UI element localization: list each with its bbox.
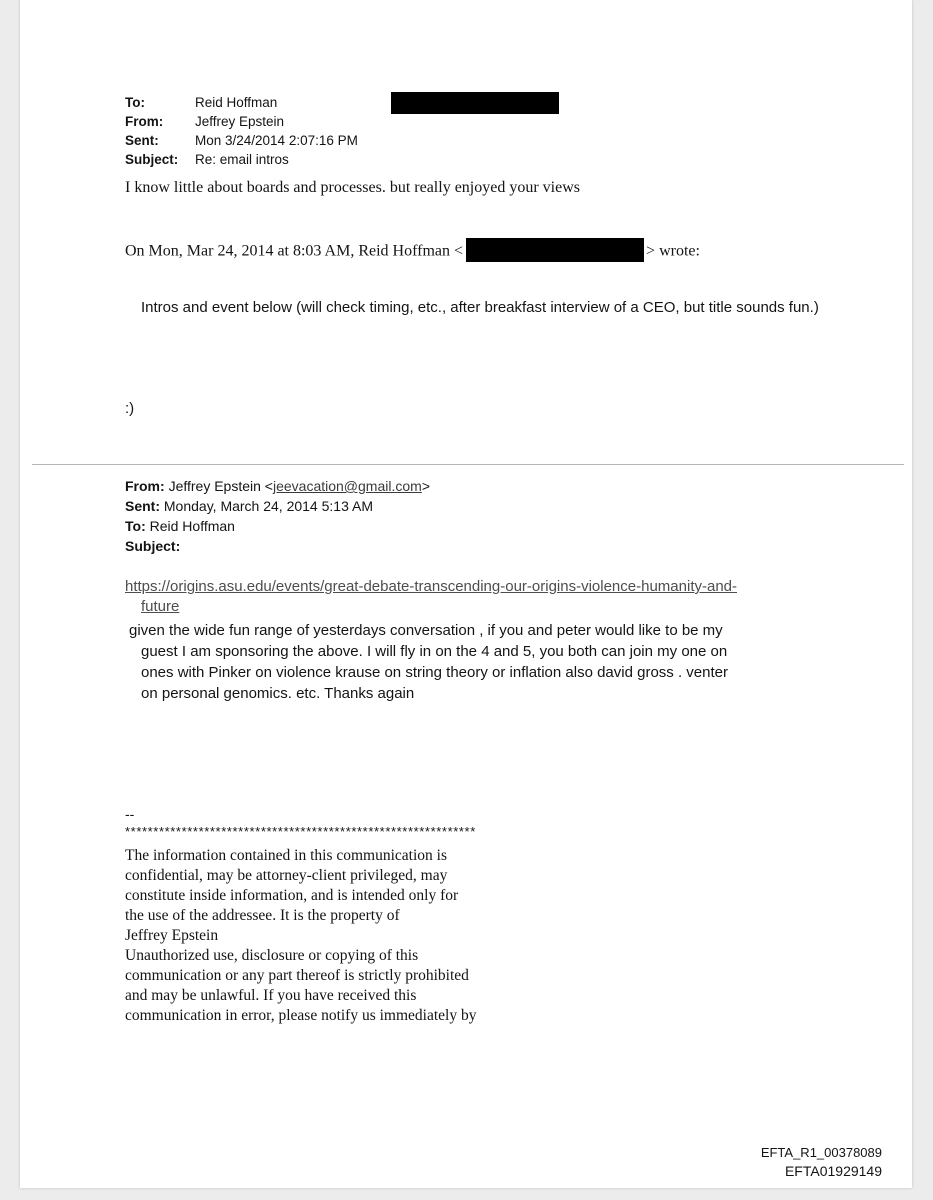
to-value-2: Reid Hoffman: [149, 518, 235, 534]
smiley-text: :): [125, 400, 135, 417]
sent-label: Sent:: [125, 133, 159, 148]
sent-value-2: Monday, March 24, 2014 5:13 AM: [163, 498, 373, 514]
message-line: guest I am sponsoring the above. I will fly in on the 4 and 5, you both can join my one on: [141, 643, 728, 660]
intros-text: Intros and event below (will check timing, etc., after breakfast interview of a CEO, but title sounds fun.): [141, 299, 819, 316]
disclaimer-line: Jeffrey Epstein: [125, 927, 219, 944]
sent-row-2: [125, 496, 430, 516]
from-label-2: From:: [125, 478, 165, 494]
disclaimer-line: communication or any part thereof is strictly prohibited: [125, 967, 469, 984]
sent-label-2: Sent:: [125, 498, 160, 514]
subject-label: Subject:: [125, 152, 179, 167]
to-label-2: To:: [125, 518, 146, 534]
redaction-box: [466, 238, 644, 262]
from-email-link[interactable]: jeevacation@gmail.com: [272, 478, 422, 494]
confidentiality-disclaimer: [125, 846, 476, 1026]
quote-attribution: [125, 240, 700, 264]
to-label: To:: [125, 95, 145, 110]
event-link-line-2[interactable]: future: [141, 598, 180, 615]
event-link-line-1[interactable]: https://origins.asu.edu/events/great-debate-transcending-our-origins-violence-humanity-and-: [125, 578, 737, 595]
message-divider: [32, 464, 904, 465]
from-value: Jeffrey Epstein: [195, 114, 285, 129]
reply-text: I know little about boards and processes. but really enjoyed your views: [125, 179, 580, 196]
message-line: ones with Pinker on violence krause on string theory or inflation also david gross . venter: [141, 664, 728, 681]
to-row-2: [125, 516, 430, 536]
from-name-2: Jeffrey Epstein <: [168, 478, 273, 494]
from-row-2: [125, 476, 430, 496]
document-page: [20, 0, 912, 1188]
subject-label-2: Subject:: [125, 538, 181, 554]
disclaimer-line: The information contained in this communication is: [125, 847, 447, 864]
disclaimer-line: Unauthorized use, disclosure or copying of this: [125, 947, 419, 964]
disclaimer-line: confidential, may be attorney-client privileged, may: [125, 867, 448, 884]
redaction-box: [391, 92, 559, 114]
signature-dashes: --: [125, 806, 135, 822]
subject-value: Re: email intros: [195, 152, 289, 167]
disclaimer-line: communication in error, please notify us immediately by: [125, 1007, 477, 1024]
from-close-2: >: [421, 478, 431, 494]
from-label: From:: [125, 114, 164, 129]
doc-id-2: EFTA01929149: [784, 1163, 882, 1179]
message-line: given the wide fun range of yesterdays conversation , if you and peter would like to be my: [129, 622, 723, 639]
doc-id-1: EFTA_R1_00378089: [760, 1145, 882, 1160]
document-ids: [761, 1143, 882, 1181]
to-value: Reid Hoffman: [195, 95, 278, 110]
signature-stars: **************************************************************: [125, 824, 476, 839]
disclaimer-line: constitute inside information, and is intended only for: [125, 887, 459, 904]
subject-row-2: [125, 536, 430, 556]
quote-prefix: On Mon, Mar 24, 2014 at 8:03 AM, Reid Hoffman <: [125, 242, 464, 260]
event-link[interactable]: [125, 577, 825, 617]
message-body: [129, 620, 819, 704]
quote-suffix: > wrote:: [646, 242, 700, 260]
disclaimer-line: the use of the addressee. It is the property of: [125, 907, 400, 924]
disclaimer-line: and may be unlawful. If you have received this: [125, 987, 417, 1004]
sent-value: Mon 3/24/2014 2:07:16 PM: [195, 133, 358, 148]
email-header-2: [125, 476, 430, 556]
message-line: on personal genomics. etc. Thanks again: [141, 685, 415, 702]
